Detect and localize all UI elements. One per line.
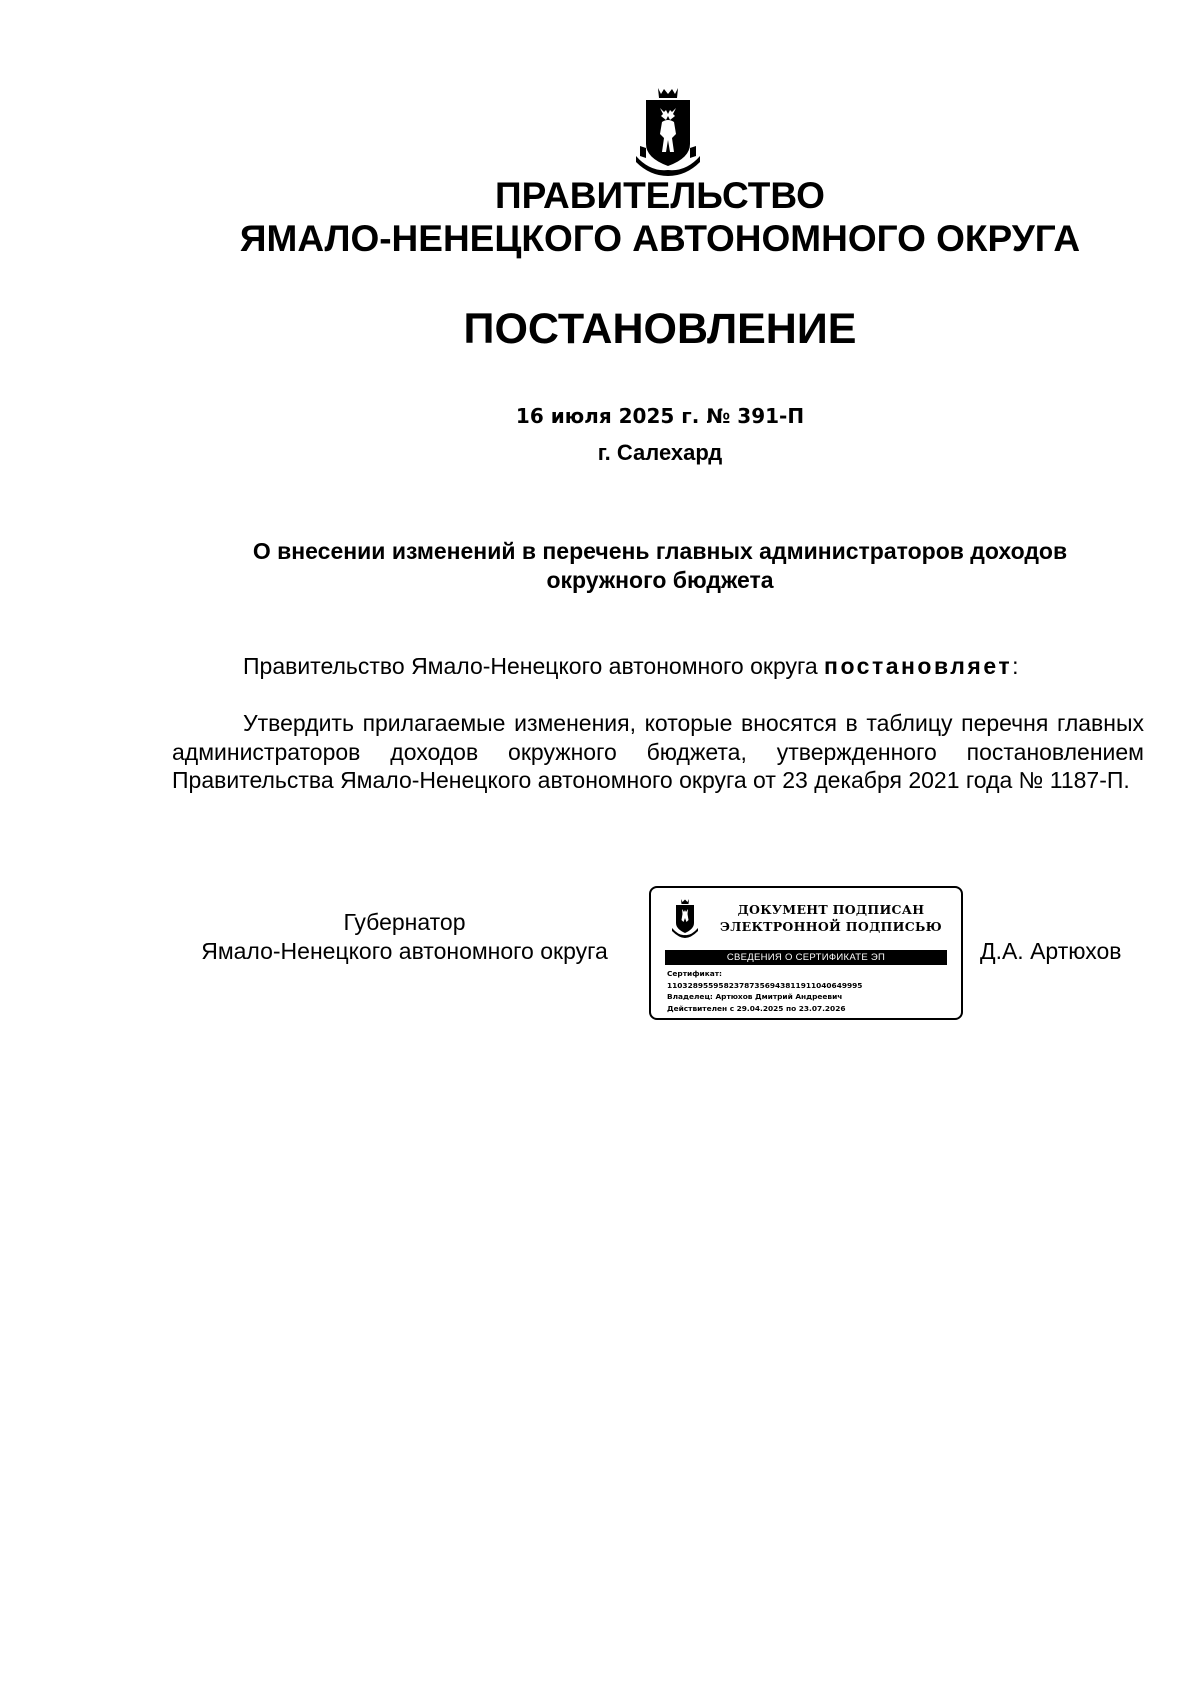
stamp-title-line2: ЭЛЕКТРОННОЙ ПОДПИСЬЮ (720, 919, 942, 934)
decree-keyword: постановляет (824, 653, 1013, 679)
electronic-signature-stamp (649, 886, 963, 1020)
document-type-title: ПОСТАНОВЛЕНИЕ (463, 305, 857, 353)
signer-name: Д.А. Артюхов (980, 938, 1122, 964)
stamp-title-line1: ДОКУМЕНТ ПОДПИСАН (737, 902, 925, 917)
signatory-position-line1: Губернатор (343, 909, 466, 935)
stamp-title (711, 901, 951, 935)
government-title-line1: ПРАВИТЕЛЬСТВО (495, 175, 825, 216)
stamp-owner: Владелец: Артюхов Дмитрий Андреевич (667, 992, 843, 1001)
decree-suffix: : (1012, 653, 1019, 679)
stamp-certificate-number: 11032895595823787356943811911040649995 (667, 980, 863, 990)
stamp-certificate-bar: СВЕДЕНИЯ О СЕРТИФИКАТЕ ЭП (665, 950, 947, 965)
signatory-position (172, 908, 637, 966)
body-paragraph: Утвердить прилагаемые изменения, которые вносятся в таблицу перечня главных администраторов доходов окружного бюджета, утвержденного постановлением Правительства Ямало-Ненецкого автономного округа от 23 декабря 2021 года № 1187-П. (172, 710, 1144, 793)
signatory-position-line2: Ямало-Ненецкого автономного округа (201, 938, 608, 964)
stamp-certificate-label: Сертификат: (667, 969, 722, 978)
decree-statement (243, 652, 1018, 681)
city-name: г. Салехард (597, 440, 723, 465)
subject-line2: окружного бюджета (546, 567, 774, 593)
stamp-certificate-details (667, 968, 957, 1014)
coat-of-arms-emblem (630, 86, 706, 178)
date-and-number: 16 июля 2025 г. № 391-П (515, 404, 805, 428)
document-subject (170, 537, 1150, 595)
stamp-emblem-icon (671, 898, 699, 938)
decree-prefix: Правительство Ямало-Ненецкого автономного округа (243, 653, 825, 679)
government-title-line2: ЯМАЛО-НЕНЕЦКОГО АВТОНОМНОГО ОКРУГА (239, 218, 1081, 259)
stamp-validity: Действителен с 29.04.2025 по 23.07.2026 (667, 1003, 846, 1013)
subject-line1: О внесении изменений в перечень главных администраторов доходов (252, 538, 1068, 564)
